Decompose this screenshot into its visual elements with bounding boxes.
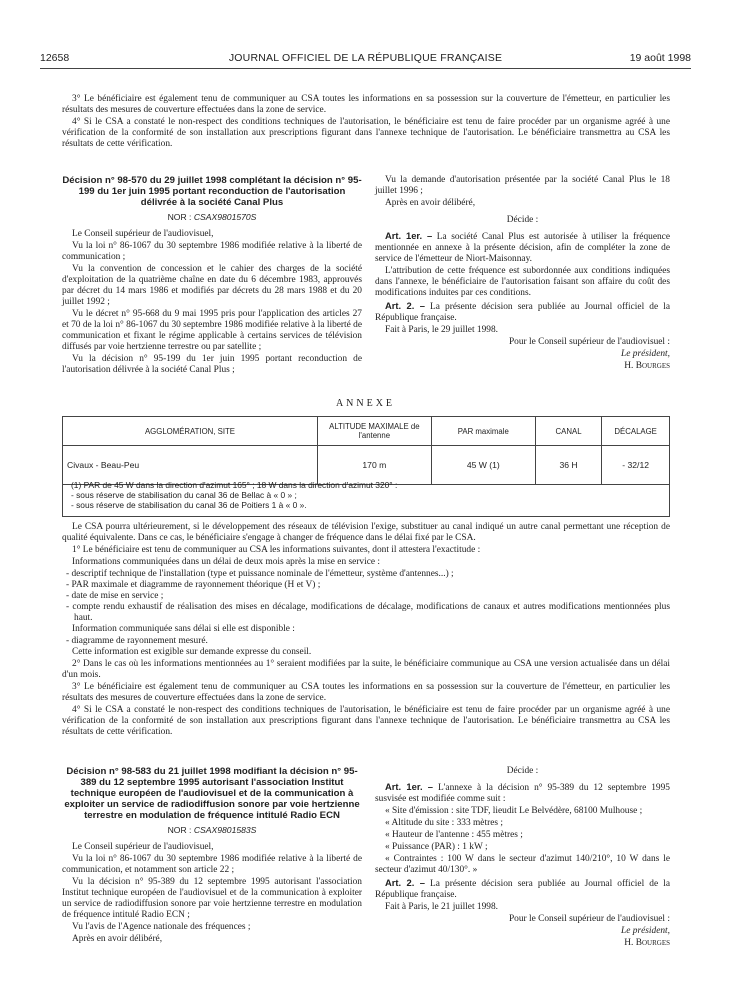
decision-1-right: [375, 175, 670, 373]
president-line: Le président,: [621, 349, 670, 359]
quote-line: « Site d'émission : site TDF, lieudit Le Belvédère, 68100 Mulhouse ;: [385, 806, 643, 816]
article-2: Art. 2. – La présente décision sera publiée au Journal officiel de la République française.: [375, 300, 671, 323]
paragraph: Vu l'avis de l'Agence nationale des fréquences ;: [72, 922, 251, 932]
paragraph: Après en avoir délibéré,: [72, 934, 163, 944]
article-2: Art. 2. – La présente décision sera publiée au Journal officiel de la République française.: [375, 877, 671, 900]
list-item: - descriptif technique de l'installation (type et puissance nominale de l'émetteur, système d'antennes...) ;: [66, 569, 454, 579]
decide-label: Décide :: [506, 215, 539, 225]
list-item: - diagramme de rayonnement mesuré.: [66, 636, 208, 646]
quote-line: « Contraintes : 100 W dans le secteur d'azimut 140/210°, 10 W dans le secteur d'azimut 40/130°. »: [375, 854, 670, 875]
paragraph: Le Conseil supérieur de l'audiovisuel,: [72, 229, 214, 239]
paragraph: Informations communiquées dans un délai de deux mois après la mise en service :: [72, 557, 380, 567]
signatory-line: Pour le Conseil supérieur de l'audiovisuel :: [508, 914, 670, 924]
page-header: [40, 52, 691, 68]
quote-line: « Hauteur de l'antenne : 455 mètres ;: [385, 830, 523, 840]
paragraph: Vu la loi n° 86-1067 du 30 septembre 1986 modifiée relative à la liberté de communication ;: [62, 241, 362, 262]
annexe-notes: [62, 474, 670, 517]
paragraph: Vu la décision n° 95-389 du 12 septembre 1995 autorisant l'association Institut technique européen de l'audiovisuel et de la communication à exploiter un service de radiodiffusion sonore par voie hertzienne terrestre en modulation de fréquence intitulé Radio ECN ;: [62, 877, 362, 920]
decision-1-nor: NOR : CSAX9801570S: [167, 212, 257, 222]
col-canal: CANAL: [535, 417, 601, 446]
note: (1) PAR de 45 W dans la direction d'azimut 165° ; 18 W dans la direction d'azimut 320° :: [71, 480, 398, 490]
note: - sous réserve de stabilisation du canal 36 de Poitiers 1 à « 0 ».: [71, 500, 307, 510]
paragraph: Vu la convention de concession et le cahier des charges de la société d'exploitation de la quatrième chaîne en date du 6 décembre 1983, approuvés par décret du 14 mars 1986 et modifiés par décrets du 28 mars 1988 et du 20 juillet 1992 ;: [62, 264, 362, 307]
decision-2-left: [62, 766, 362, 946]
paragraph: 4° Si le CSA a constaté le non-respect des conditions techniques de l'autorisation, le bénéficiaire est tenu de faire procéder par un organisme agréé à une vérification de la conformité de son installation aux prescriptions figurant dans l'annexe technique de l'autorisation. Le bénéficiaire transmettra au CSA les résultats de cette vérification.: [62, 117, 670, 149]
col-altitude: ALTITUDE MAXIMALE de l'antenne: [317, 417, 431, 446]
paragraph: 1° Le bénéficiaire est tenu de communiquer au CSA les informations suivantes, dont il attestera l'exactitude :: [72, 545, 481, 555]
signatory-line: Pour le Conseil supérieur de l'audiovisuel :: [508, 337, 670, 347]
done-at: Fait à Paris, le 29 juillet 1998.: [385, 325, 499, 335]
cell: 45 W (1): [431, 446, 535, 485]
list-item: - compte rendu exhaustif de réalisation des mises en décalage, modifications de décalage, modifications de canaux et autres modifications mentionnées plus haut.: [66, 602, 670, 623]
journal-title: JOURNAL OFFICIEL DE LA RÉPUBLIQUE FRANÇAISE: [228, 52, 503, 64]
decide-label: Décide :: [506, 766, 539, 776]
signature: H. Bourges: [624, 938, 670, 948]
paragraph: 4° Si le CSA a constaté le non-respect des conditions techniques de l'autorisation, le bénéficiaire est tenu de faire procéder par un organisme agréé à une vérification de la conformité de son installation aux prescriptions figurant dans l'annexe technique de l'autorisation. Le bénéficiaire transmettra au CSA les résultats de cette vérification.: [62, 705, 670, 737]
paragraph: Vu le décret n° 95-668 du 9 mai 1995 pris pour l'application des articles 27 et 70 de la loi n° 86-1067 du 30 septembre 1986 modifiée relative à la liberté de communication et fixant le régime applicable à certains services de télévision diffusés par voie hertzienne terrestre ou par satellite ;: [62, 309, 363, 352]
signature: H. Bourges: [624, 361, 670, 371]
paragraph: Cette information est exigible sur demande expresse du conseil.: [72, 647, 312, 657]
paragraph: Vu la décision n° 95-199 du 1er juin 1995 portant reconduction de l'autorisation délivrée à la société Canal Plus ;: [62, 354, 362, 375]
header-rule: [40, 68, 691, 69]
article-1: Art. 1er. – L'annexe à la décision n° 95-389 du 12 septembre 1995 susvisée est modifiée comme suit :: [375, 781, 670, 804]
decision-2-nor: NOR : CSAX9801583S: [167, 825, 257, 835]
cell: Civaux - Beau-Peu: [63, 446, 318, 485]
president-line: Le président,: [621, 926, 670, 936]
info-list-2: [62, 636, 670, 647]
paragraph: Vu la demande d'autorisation présentée par la société Canal Plus le 18 juillet 1996 ;: [375, 175, 670, 196]
paragraph: Le Conseil supérieur de l'audiovisuel,: [72, 842, 214, 852]
cell: 36 H: [535, 446, 601, 485]
quote-line: « Puissance (PAR) : 1 kW ;: [385, 842, 488, 852]
annexe-title: ANNEXE: [335, 398, 396, 409]
page-number: 12658: [40, 52, 70, 64]
cell: 170 m: [317, 446, 431, 485]
paragraph: Information communiquée sans délai si elle est disponible :: [72, 624, 295, 634]
decision-2-right: [375, 766, 670, 950]
paragraph: 2° Dans le cas où les informations mentionnées au 1° seraient modifiées par la suite, le bénéficiaire communique au CSA une version actualisée dans un délai d'un mois.: [62, 659, 670, 680]
paragraph: Après en avoir délibéré,: [385, 198, 476, 208]
col-par: PAR maximale: [431, 417, 535, 446]
paragraph: 3° Le bénéficiaire est également tenu de communiquer au CSA toutes les informations en sa possession sur la couverture de l'émetteur, en particulier les résultats des mesures de couverture effectuées dans la zone de service.: [62, 682, 670, 703]
paragraph: Le CSA pourra ultérieurement, si le développement des réseaux de télévision l'exige, substituer au canal indiqué un autre canal permettant une réception de qualité équivalente. Dans ce cas, le bénéficiaire s'engage à changer de fréquence dans le délai fixé par le CSA.: [62, 522, 670, 543]
col-site: AGGLOMÉRATION, SITE: [63, 417, 318, 446]
issue-date: 19 août 1998: [629, 52, 691, 64]
decision-1-title: Décision n° 98-570 du 29 juillet 1998 complétant la décision n° 95-199 du 1er juin 1995 portant reconduction de l'autorisation délivrée à la société Canal Plus: [62, 175, 362, 208]
info-list: [62, 569, 670, 624]
quote-line: « Altitude du site : 333 mètres ;: [385, 818, 503, 828]
annexe-conditions: [62, 522, 670, 739]
paragraph: 3° Le bénéficiaire est également tenu de communiquer au CSA toutes les informations en sa possession sur la couverture de l'émetteur, en particulier les résultats des mesures de couverture effectuées dans la zone de service.: [62, 94, 670, 115]
col-decalage: DÉCALAGE: [602, 417, 670, 446]
list-item: - PAR maximale et diagramme de rayonnement théorique (H et V) ;: [66, 580, 321, 590]
note: - sous réserve de stabilisation du canal 36 de Bellac à « 0 » ;: [71, 490, 297, 500]
decision-2-title: Décision n° 98-583 du 21 juillet 1998 modifiant la décision n° 95-389 du 12 septembre 1995 autorisant l'association Institut technique européen de l'audiovisuel et de la communication à exploiter un service de radiodiffusion sonore par voie hertzienne terrestre en modulation de fréquence intitulé Radio ECN: [64, 766, 360, 821]
top-continuation: [62, 94, 670, 151]
cell: - 32/12: [602, 446, 670, 485]
article-1: Art. 1er. – La société Canal Plus est autorisée à utiliser la fréquence mentionnée en annexe à la présente décision, afin de compléter la zone de service de l'émetteur de Niort-Maisonnay.: [375, 230, 671, 264]
paragraph: L'attribution de cette fréquence est subordonnée aux conditions indiquées dans l'annexe, le bénéficiaire de l'autorisation faisant son affaire du coût des modifications induites par ces conditions.: [375, 266, 670, 298]
table-header-row: [63, 417, 670, 446]
decision-1-left: [62, 175, 362, 377]
list-item: - date de mise en service ;: [66, 591, 164, 601]
done-at: Fait à Paris, le 21 juillet 1998.: [385, 902, 499, 912]
paragraph: Vu la loi n° 86-1067 du 30 septembre 1986 modifiée relative à la liberté de communication, et notamment son article 22 ;: [62, 854, 362, 875]
